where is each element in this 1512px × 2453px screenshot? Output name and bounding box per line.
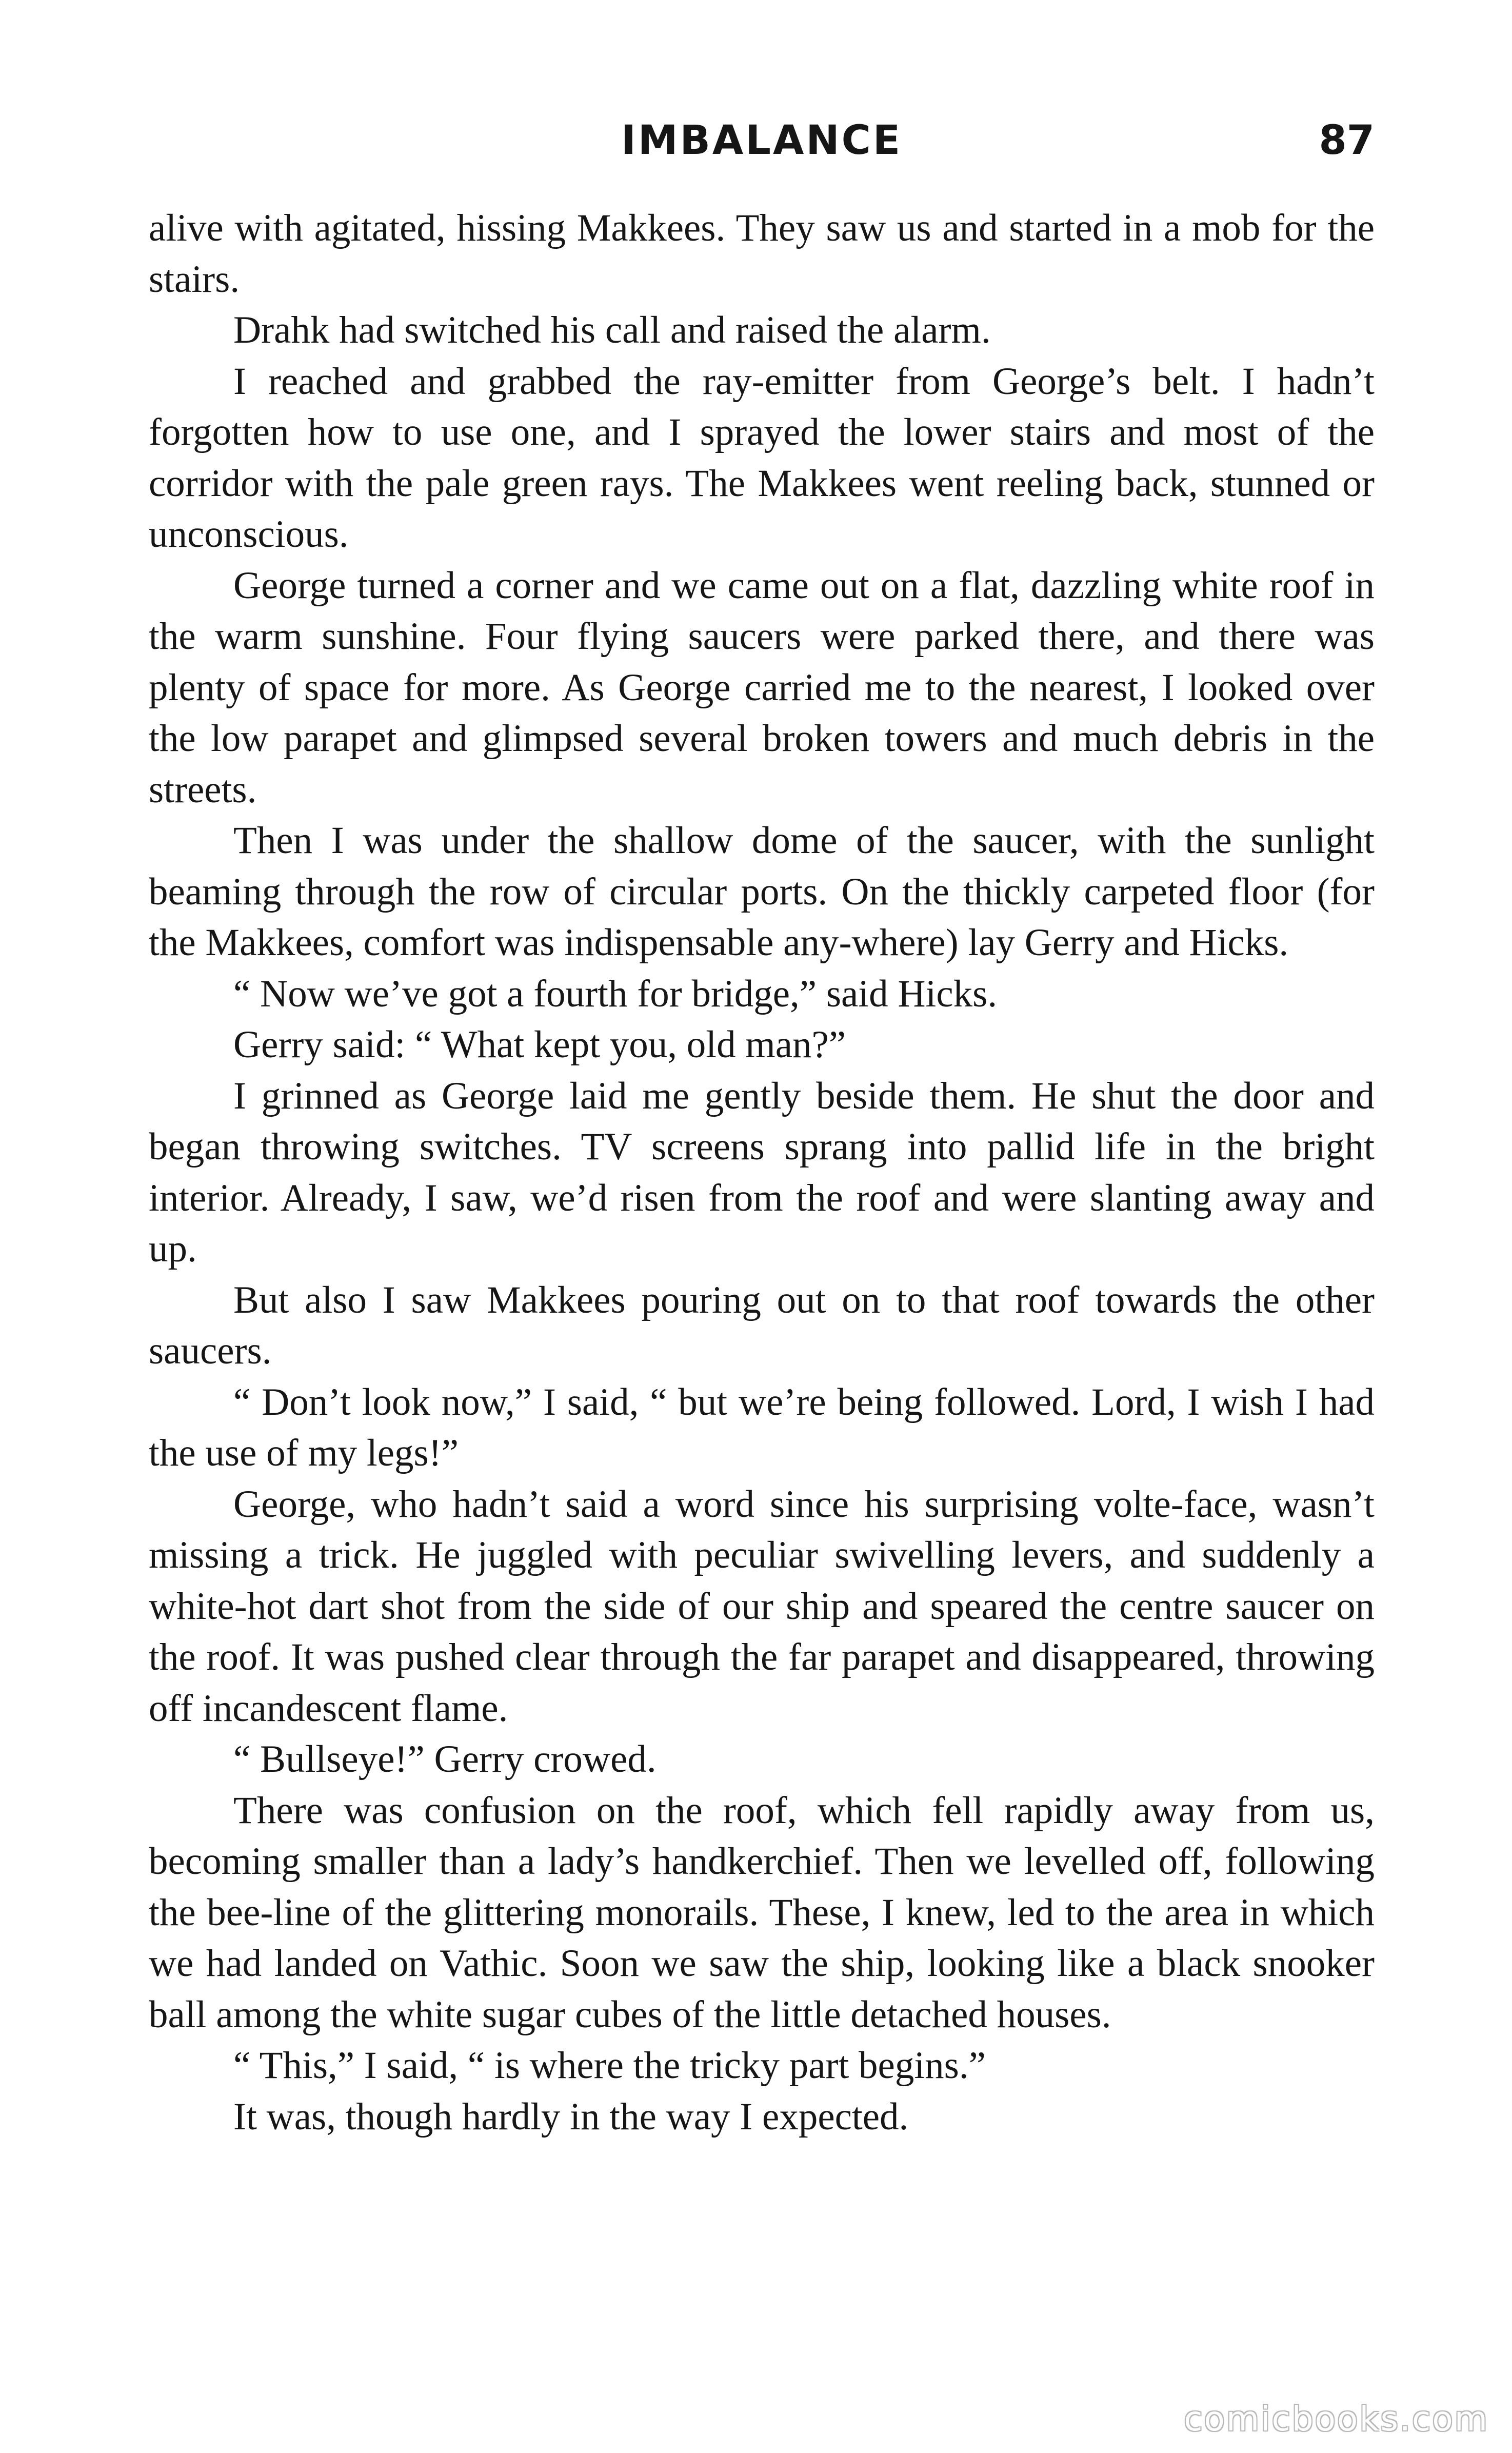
paragraph: “ Now we’ve got a fourth for bridge,” said Hicks. — [233, 972, 998, 1015]
paragraph: “ This,” I said, “ is where the tricky part begins.” — [233, 2044, 986, 2087]
page-number: 87 — [1319, 117, 1375, 164]
watermark: comicbooks.com — [1184, 2399, 1489, 2439]
paragraph: I grinned as George laid me gently beside them. He shut the door and began throwing switches. TV screens sprang into pallid life in the bright interior. Already, I saw, we’d risen from the roof and were slanting away and up. — [149, 1074, 1375, 1270]
paragraph: “ Don’t look now,” I said, “ but we’re being followed. Lord, I wish I had the use of my legs!” — [149, 1380, 1375, 1474]
paragraph: It was, though hardly in the way I expected. — [233, 2095, 909, 2138]
paragraph: There was confusion on the roof, which fell rapidly away from us, becoming smaller than a lady’s handkerchief. Then we levelled off, following the bee-line of the glittering monorails. These, I knew, led to the area in which we had landed on Vathic. Soon we saw the ship, looking like a black snooker ball among the white sugar cubes of the little detached houses. — [149, 1789, 1375, 2036]
paragraph: But also I saw Makkees pouring out on to that roof towards the other saucers. — [149, 1278, 1375, 1372]
paragraph: George, who hadn’t said a word since his surprising volte-face, wasn’t missing a trick. He juggled with peculiar swivelling levers, and suddenly a white-hot dart shot from the side of our ship and speared the centre saucer on the roof. It was pushed clear through the far parapet and disappeared, throwing off incandescent flame. — [149, 1482, 1375, 1730]
paragraph: Then I was under the shallow dome of the saucer, with the sunlight beaming through the row of circular ports. On the thickly carpeted floor (for the Makkees, comfort was indispensable any-where) lay Gerry and Hicks. — [149, 819, 1375, 964]
paragraph: “ Bullseye!” Gerry crowed. — [233, 1738, 656, 1781]
running-header — [149, 110, 1375, 171]
paragraph: Gerry said: “ What kept you, old man?” — [233, 1023, 846, 1066]
running-title: IMBALANCE — [621, 117, 903, 164]
paragraph-continued: alive with agitated, hissing Makkees. They saw us and started in a mob for the stairs. — [149, 207, 1375, 301]
paragraph: George turned a corner and we came out on a flat, dazzling white roof in the warm sunshine. Four flying saucers were parked there, and there was plenty of space for more. As George carried me to the nearest, I looked over the low parapet and glimpsed several broken towers and much debris in the streets. — [149, 564, 1375, 811]
paragraph: I reached and grabbed the ray-emitter from George’s belt. I hadn’t forgotten how to use one, and I sprayed the lower stairs and most of the corridor with the pale green rays. The Makkees went reeling back, stunned or unconscious. — [149, 360, 1375, 556]
body-text — [149, 203, 1375, 2142]
paragraph: Drahk had switched his call and raised the alarm. — [233, 309, 991, 351]
